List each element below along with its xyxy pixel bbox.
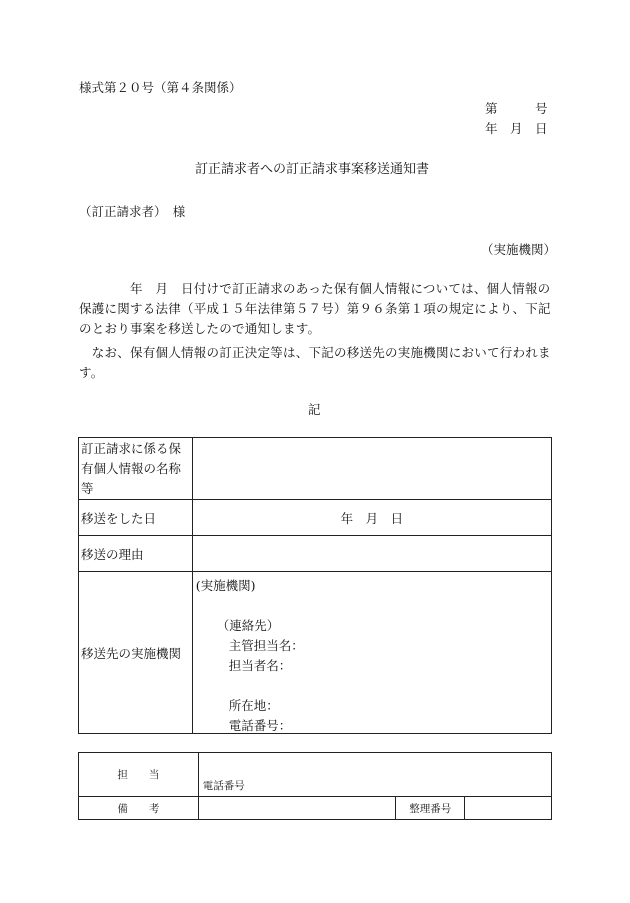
dest-person: 担当者名： <box>228 658 292 673</box>
transfer-reason-label: 移送の理由 <box>79 536 193 572</box>
ki-heading: 記 <box>308 402 321 417</box>
item-name-label: 訂正請求に係る保有個人情報の名称等 <box>79 438 193 500</box>
dest-address: 所在地： <box>228 698 279 713</box>
transfer-reason-value <box>192 536 551 572</box>
office-use-table <box>78 752 552 820</box>
body-paragraph-1: 年 月 日付けで訂正請求のあった保有個人情報については、個人情報の保護に関する法律（平成１５年法律第５７号）第９６条第１項の規定により、下記のとおり事案を移送したので通知します。 <box>79 281 551 336</box>
phone-label: 電話番号 <box>202 780 245 792</box>
form-number: 様式第２０号（第４条関係） <box>79 80 242 95</box>
document-title: 訂正請求者への訂正請求事案移送通知書 <box>195 162 430 177</box>
seiri-label: 整理番号 <box>396 797 465 820</box>
destination-agency-value <box>192 572 551 734</box>
addressee: （訂正請求者） 様 <box>79 204 186 219</box>
biko-label: 備 考 <box>79 797 199 820</box>
transfer-date-label: 移送をした日 <box>79 500 193 536</box>
biko-value <box>198 797 396 820</box>
dest-phone: 電話番号： <box>228 718 292 733</box>
seiri-value <box>465 797 552 820</box>
dest-agency: (実施機関) <box>195 578 256 593</box>
dest-manager: 主管担当名： <box>228 638 304 653</box>
body-paragraph-2: なお、保有個人情報の訂正決定等は、下記の移送先の実施機関において行われます。 <box>79 345 551 380</box>
destination-agency-label: 移送先の実施機関 <box>79 572 193 734</box>
tanto-label: 担 当 <box>79 753 199 797</box>
sender-agency: （実施機関） <box>481 242 557 257</box>
item-name-value <box>192 438 551 500</box>
tanto-value <box>198 753 551 797</box>
document-number: 第 号 <box>485 101 548 116</box>
dest-contact: （連絡先） <box>216 618 280 633</box>
transfer-date-value: 年 月 日 <box>192 500 551 536</box>
transfer-details-table <box>78 437 552 734</box>
issue-date: 年 月 日 <box>485 121 548 136</box>
